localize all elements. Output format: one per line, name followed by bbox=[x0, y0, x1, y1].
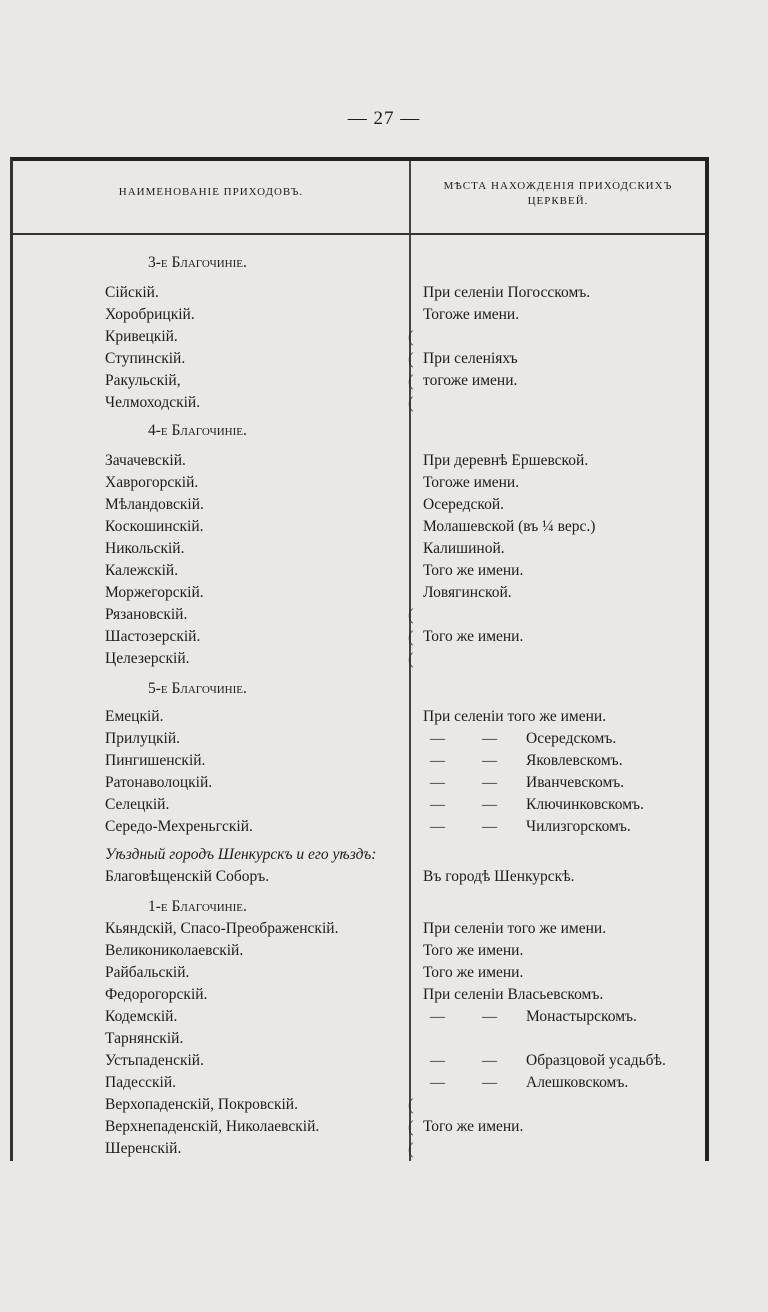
section-heading: Уѣздный городъ Шенкурскъ и его уѣздъ: bbox=[105, 846, 377, 863]
ditto-dash: — bbox=[482, 1009, 497, 1025]
parish-name: Хоробрицкій. bbox=[105, 306, 195, 323]
deanery-heading: 5-е Благочиніе. bbox=[148, 680, 247, 697]
parish-name: Рязановскій. bbox=[105, 606, 188, 623]
parish-name: Благовѣщенскій Соборъ. bbox=[105, 868, 270, 885]
bracket: ( bbox=[408, 627, 414, 646]
ditto-dash: — bbox=[430, 797, 445, 813]
bracket: ( bbox=[408, 1139, 414, 1158]
bracket: ( bbox=[408, 649, 414, 668]
location-entry: Алешковскомъ. bbox=[526, 1074, 629, 1091]
location-entry: Тогоже имени. bbox=[423, 306, 520, 323]
header-church-locations-line1: МѢСТА НАХОЖДЕНІЯ ПРИХОДСКИХЪ bbox=[443, 180, 673, 192]
location-entry: Ключинковскомъ. bbox=[526, 796, 644, 813]
header-church-locations-line2: ЦЕРКВЕЙ. bbox=[527, 195, 589, 207]
location-entry: При селеніи того же имени. bbox=[423, 708, 607, 725]
parish-name: Моржегорскій. bbox=[105, 584, 204, 601]
parish-name: Середо-Мехреньгскій. bbox=[105, 818, 253, 835]
header-divider bbox=[13, 233, 705, 235]
ditto-dash: — bbox=[430, 753, 445, 769]
parish-name: Прилуцкій. bbox=[105, 730, 181, 747]
parish-name: Великониколаевскій. bbox=[105, 942, 244, 959]
parish-name: Верхнепаденскій, Николаевскій. bbox=[105, 1118, 320, 1135]
bracket: ( bbox=[408, 1117, 414, 1136]
page-number: — 27 — bbox=[347, 108, 421, 129]
ditto-dash: — bbox=[430, 775, 445, 791]
header-parish-names: НАИМЕНОВАНІЕ ПРИХОДОВЪ. bbox=[118, 186, 304, 198]
ditto-dash: — bbox=[482, 775, 497, 791]
parish-name: Никольскій. bbox=[105, 540, 185, 557]
location-entry: Осередскомъ. bbox=[526, 730, 617, 747]
bracket: ( bbox=[408, 371, 414, 390]
location-entry: Иванчевскомъ. bbox=[526, 774, 625, 791]
parish-name: Шастозерскій. bbox=[105, 628, 201, 645]
location-entry: Молашевской (въ ¼ верс.) bbox=[423, 518, 596, 535]
ditto-dash: — bbox=[430, 819, 445, 835]
deanery-heading: 4-е Благочиніе. bbox=[148, 422, 247, 439]
parish-name: Селецкій. bbox=[105, 796, 170, 813]
parish-name: Челмоходскій. bbox=[105, 394, 201, 411]
parish-name: Федорогорскій. bbox=[105, 986, 208, 1003]
parish-name: Верхопаденскій, Покровскій. bbox=[105, 1096, 298, 1113]
parish-name: Шеренскій. bbox=[105, 1140, 182, 1157]
location-entry: Того же имени. bbox=[423, 964, 524, 981]
bracket: ( bbox=[408, 349, 414, 368]
location-entry: При селеніи Власьевскомъ. bbox=[423, 986, 604, 1003]
deanery-heading: 3-е Благочиніе. bbox=[148, 254, 247, 271]
ditto-dash: — bbox=[482, 753, 497, 769]
parish-name: Пингишенскій. bbox=[105, 752, 206, 769]
ditto-dash: — bbox=[430, 1009, 445, 1025]
location-entry: Тогоже имени. bbox=[423, 474, 520, 491]
parish-name: Хаврогорскій. bbox=[105, 474, 199, 491]
parish-name: Ступинскій. bbox=[105, 350, 186, 367]
location-entry: Яковлевскомъ. bbox=[526, 752, 623, 769]
location-entry: Того же имени. bbox=[423, 942, 524, 959]
location-entry: Калишиной. bbox=[423, 540, 505, 557]
location-entry: При селеніяхъ bbox=[423, 350, 518, 367]
parish-name: Сійскій. bbox=[105, 284, 159, 301]
bracket: ( bbox=[408, 605, 414, 624]
parish-name: Кодемскій. bbox=[105, 1008, 178, 1025]
deanery-heading: 1-е Благочиніе. bbox=[148, 898, 247, 915]
parish-name: Целезерскій. bbox=[105, 650, 190, 667]
parish-name: Ракульскій, bbox=[105, 372, 181, 389]
location-entry: При селеніи того же имени. bbox=[423, 920, 607, 937]
ditto-dash: — bbox=[430, 1053, 445, 1069]
location-entry: Образцовой усадьбѣ. bbox=[526, 1052, 666, 1069]
location-entry: Того же имени. bbox=[423, 1118, 524, 1135]
ditto-dash: — bbox=[430, 1075, 445, 1091]
ditto-dash: — bbox=[482, 819, 497, 835]
parish-name: Падесскій. bbox=[105, 1074, 176, 1091]
ditto-dash: — bbox=[482, 797, 497, 813]
location-entry: Монастырскомъ. bbox=[526, 1008, 637, 1025]
parish-name: Ратонаволоцкій. bbox=[105, 774, 213, 791]
location-entry: При деревнѣ Ершевской. bbox=[423, 452, 589, 469]
location-entry: Ловягинской. bbox=[423, 584, 512, 601]
bracket: ( bbox=[408, 1095, 414, 1114]
bracket: ( bbox=[408, 393, 414, 412]
location-entry: тогоже имени. bbox=[423, 372, 518, 389]
bracket: ( bbox=[408, 327, 414, 346]
ditto-dash: — bbox=[482, 731, 497, 747]
ditto-dash: — bbox=[482, 1075, 497, 1091]
parish-name: Коскошинскій. bbox=[105, 518, 204, 535]
location-entry: Осередской. bbox=[423, 496, 504, 513]
location-entry: Того же имени. bbox=[423, 562, 524, 579]
location-entry: Въ городѣ Шенкурскѣ. bbox=[423, 868, 575, 885]
location-entry: Того же имени. bbox=[423, 628, 524, 645]
location-entry: При селеніи Погосскомъ. bbox=[423, 284, 591, 301]
location-entry: Чилизгорскомъ. bbox=[526, 818, 631, 835]
parish-name: Кьяндскій, Спасо-Преображенскій. bbox=[105, 920, 339, 937]
parish-name: Зачачевскій. bbox=[105, 452, 186, 469]
parish-name: Тарнянскій. bbox=[105, 1030, 184, 1047]
parish-name: Райбальскій. bbox=[105, 964, 190, 981]
parish-name: Емецкій. bbox=[105, 708, 164, 725]
parish-name: Устьпаденскій. bbox=[105, 1052, 204, 1069]
parish-name: Калежскій. bbox=[105, 562, 179, 579]
header-church-locations bbox=[411, 179, 705, 209]
parish-name: Мѣландовскій. bbox=[105, 496, 204, 513]
ditto-dash: — bbox=[482, 1053, 497, 1069]
ditto-dash: — bbox=[430, 731, 445, 747]
parish-name: Кривецкій. bbox=[105, 328, 178, 345]
